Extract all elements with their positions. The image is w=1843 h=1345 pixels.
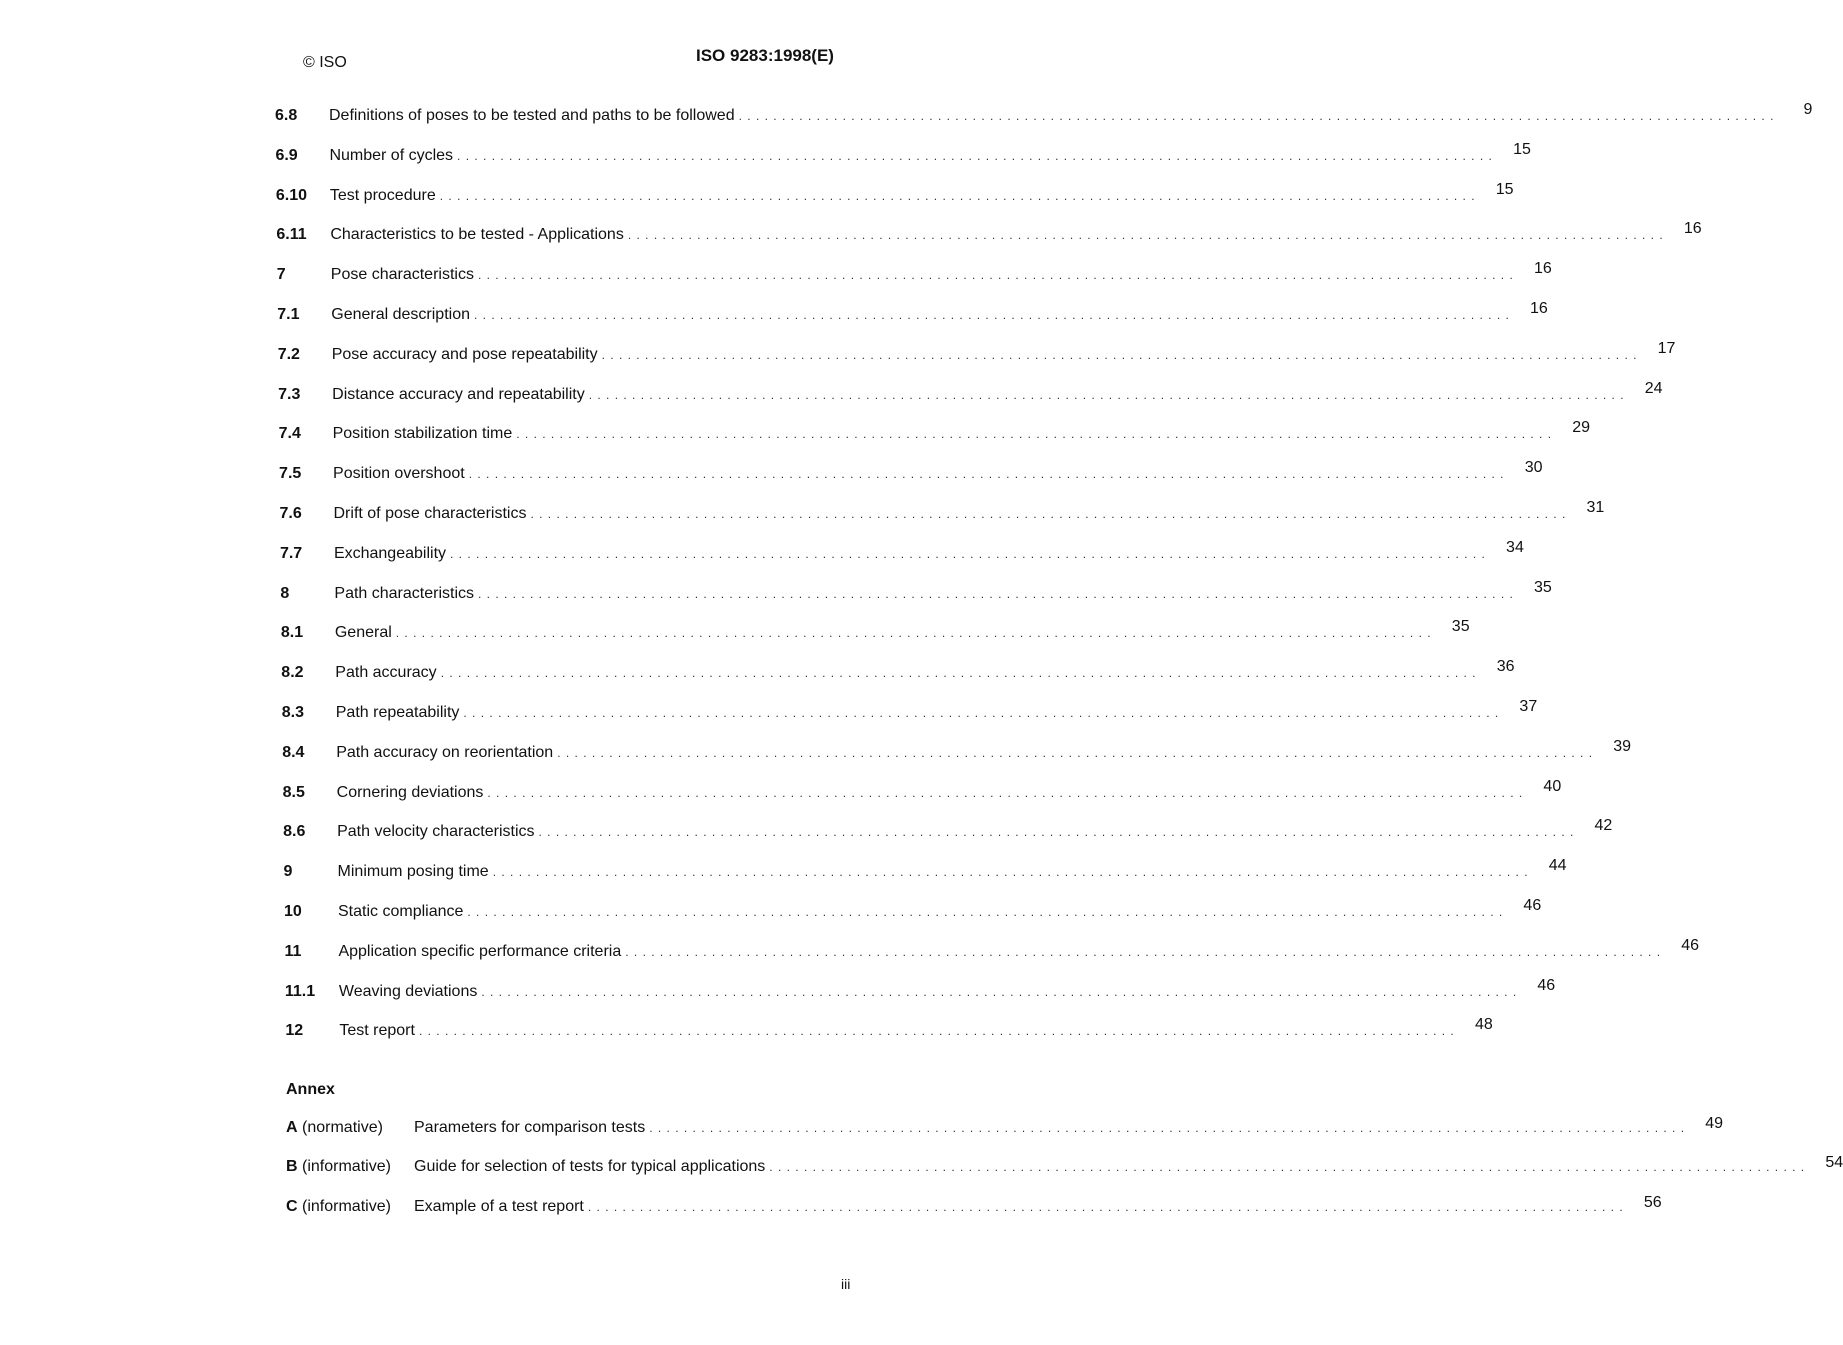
toc-row[interactable]: [284, 976, 1556, 1002]
toc-dot-leader: . . . . . . . . . . . . . . . . . . . . . . . . . . . . . . . . . . . . . . . . . . . . . . . . . . . . . . . . . . . . . . . . . . . . . . . . . . . . . . . . . . . . . . . . . . . . . . . . . . . . . . . . . . . . . . . . . . . . . . . .: [530, 507, 1567, 521]
toc-section-number: 6.10: [275, 186, 308, 204]
toc-row[interactable]: [279, 538, 1524, 564]
annex-title: Guide for selection of tests for typical applications: [414, 1158, 766, 1175]
toc-dot-leader: . . . . . . . . . . . . . . . . . . . . . . . . . . . . . . . . . . . . . . . . . . . . . . . . . . . . . . . . . . . . . . . . . . . . . . . . . . . . . . . . . . . . . . . . . . . . . . . . . . . . . . . . . . . . . . . . . . . . . . . .: [477, 268, 1514, 283]
toc-page-number: 46: [1681, 936, 1700, 954]
toc-row[interactable]: [275, 101, 1813, 126]
toc-section-title: Number of cycles: [329, 146, 454, 164]
toc-page-number: 40: [1543, 777, 1562, 795]
toc-row[interactable]: [282, 737, 1632, 763]
toc-page-number: 17: [1657, 339, 1676, 357]
toc-row[interactable]: [277, 339, 1676, 365]
toc-dot-leader: . . . . . . . . . . . . . . . . . . . . . . . . . . . . . . . . . . . . . . . . . . . . . . . . . . . . . . . . . . . . . . . . . . . . . . . . . . . . . . . . . . . . . . . . . . . . . . . . . . . . . . . . . . . . . . . . . . . . . . . .: [395, 626, 1432, 641]
toc-page-number: 30: [1524, 459, 1543, 477]
header-copyright: © ISO: [303, 54, 347, 71]
toc-row[interactable]: [281, 698, 1538, 723]
toc-dot-leader: . . . . . . . . . . . . . . . . . . . . . . . . . . . . . . . . . . . . . . . . . . . . . . . . . . . . . . . . . . . . . . . . . . . . . . . . . . . . . . . . . . . . . . . . . . . . . . . . . . . . . . . . . . . . . . . . . . . . . . . .: [468, 467, 1505, 482]
toc-dot-leader: . . . . . . . . . . . . . . . . . . . . . . . . . . . . . . . . . . . . . . . . . . . . . . . . . . . . . . . . . . . . . . . . . . . . . . . . . . . . . . . . . . . . . . . . . . . . . . . . . . . . . . . . . . . . . . . . . . . . . . . .: [492, 865, 1529, 880]
annex-title: Parameters for comparison tests: [414, 1119, 646, 1136]
toc-section-number: 8.3: [281, 704, 304, 721]
annex-kind: (informative): [302, 1198, 391, 1215]
toc-section-number: 7.6: [279, 505, 302, 522]
toc-row[interactable]: [275, 180, 1514, 206]
toc-section-number: 6.8: [275, 107, 298, 124]
toc-section-title: Pose characteristics: [330, 266, 474, 284]
toc-page-number: 35: [1451, 618, 1470, 636]
toc-section-number: 11.1: [284, 982, 316, 1000]
annex-label: [286, 1118, 414, 1138]
toc-row[interactable]: [281, 658, 1515, 683]
toc-dot-leader: . . . . . . . . . . . . . . . . . . . . . . . . . . . . . . . . . . . . . . . . . . . . . . . . . . . . . . . . . . . . . . . . . . . . . . . . . . . . . . . . . . . . . . . . . . . . . . . . . . . . . . . . . . . . . . . . . . . . . . . .: [487, 785, 1524, 800]
toc-page-number: 29: [1572, 419, 1591, 437]
toc-section-title: Test procedure: [329, 186, 436, 204]
toc-section-title: Position overshoot: [333, 465, 465, 483]
toc-dot-leader: . . . . . . . . . . . . . . . . . . . . . . . . . . . . . . . . . . . . . . . . . . . . . . . . . . . . . . . . . . . . . . . . . . . . . . . . . . . . . . . . . . . . . . . . . . . . . . . . . . . . . . . . . . . . . . . . . . . . . . . .: [474, 308, 1510, 322]
toc-dot-leader: . . . . . . . . . . . . . . . . . . . . . . . . . . . . . . . . . . . . . . . . . . . . . . . . . . . . . . . . . . . . . . . . . . . . . . . . . . . . . . . . . . . . . . . . . . . . . . . . . . . . . . . . . . . . . . . . . . . . . . . .: [538, 825, 1575, 840]
toc-row[interactable]: [276, 260, 1552, 285]
toc-section-number: 8.2: [281, 664, 304, 682]
toc-section-title: Path velocity characteristics: [337, 823, 535, 841]
toc-row[interactable]: [284, 897, 1542, 922]
toc-section-title: Static compliance: [338, 903, 464, 920]
annex-dot-leader: . . . . . . . . . . . . . . . . . . . . . . . . . . . . . . . . . . . . . . . . . . . . . . . . . . . . . . . . . . . . . . . . . . . . . . . . . . . . . . . . . . . . . . . . . . . . . . . . . . . . . . . . . . . . . . . . . . . . . . . .: [769, 1160, 1806, 1174]
toc-row[interactable]: [280, 578, 1552, 604]
toc-dot-leader: . . . . . . . . . . . . . . . . . . . . . . . . . . . . . . . . . . . . . . . . . . . . . . . . . . . . . . . . . . . . . . . . . . . . . . . . . . . . . . . . . . . . . . . . . . . . . . . . . . . . . . . . . . . . . . . . . . . . . . . .: [467, 905, 1504, 919]
toc-row[interactable]: [280, 618, 1470, 643]
toc-section-number: 12: [285, 1022, 304, 1040]
toc-section-title: Minimum posing time: [337, 863, 489, 881]
toc-row[interactable]: [279, 499, 1605, 524]
toc-row[interactable]: [278, 419, 1591, 444]
toc-row[interactable]: [278, 379, 1663, 405]
annex-dot-leader: . . . . . . . . . . . . . . . . . . . . . . . . . . . . . . . . . . . . . . . . . . . . . . . . . . . . . . . . . . . . . . . . . . . . . . . . . . . . . . . . . . . . . . . . . . . . . . . . . . . . . . . . . . . . . . . . . . . . . . . .: [649, 1121, 1686, 1135]
toc-section-number: 8.5: [282, 783, 305, 801]
toc-dot-leader: . . . . . . . . . . . . . . . . . . . . . . . . . . . . . . . . . . . . . . . . . . . . . . . . . . . . . . . . . . . . . . . . . . . . . . . . . . . . . . . . . . . . . . . . . . . . . . . . . . . . . . . . . . . . . . . . . . . . . . . .: [588, 387, 1625, 402]
toc-section-number: 7: [276, 266, 286, 284]
toc-dot-leader: . . . . . . . . . . . . . . . . . . . . . . . . . . . . . . . . . . . . . . . . . . . . . . . . . . . . . . . . . . . . . . . . . . . . . . . . . . . . . . . . . . . . . . . . . . . . . . . . . . . . . . . . . . . . . . . . . . . . . . . .: [457, 148, 1493, 163]
toc-section-title: Test report: [339, 1022, 415, 1040]
header-standard-id: ISO 9283:1998(E): [696, 46, 834, 65]
annex-letter: C: [286, 1198, 298, 1215]
toc-section-title: Drift of pose characteristics: [333, 505, 527, 522]
toc-page-number: 16: [1683, 220, 1702, 238]
annex-label: [286, 1157, 414, 1177]
toc-row[interactable]: [283, 817, 1613, 842]
toc-section-title: Path repeatability: [335, 704, 460, 721]
annex-kind: (informative): [302, 1158, 391, 1175]
toc-row[interactable]: [282, 777, 1562, 803]
toc-dot-leader: . . . . . . . . . . . . . . . . . . . . . . . . . . . . . . . . . . . . . . . . . . . . . . . . . . . . . . . . . . . . . . . . . . . . . . . . . . . . . . . . . . . . . . . . . . . . . . . . . . . . . . . . . . . . . . . . . . . . . . . .: [440, 666, 1477, 681]
toc-section-title: Pose accuracy and pose repeatability: [331, 345, 598, 363]
toc-row[interactable]: [275, 140, 1531, 166]
toc-row[interactable]: [279, 459, 1543, 484]
toc-page-number: 16: [1534, 260, 1552, 278]
toc-section-title: Distance accuracy and repeatability: [332, 385, 585, 403]
toc-section-title: General description: [331, 306, 470, 323]
toc-section-title: Cornering deviations: [336, 783, 484, 801]
toc-section-number: 9: [283, 863, 293, 881]
toc-dot-leader: . . . . . . . . . . . . . . . . . . . . . . . . . . . . . . . . . . . . . . . . . . . . . . . . . . . . . . . . . . . . . . . . . . . . . . . . . . . . . . . . . . . . . . . . . . . . . . . . . . . . . . . . . . . . . . . . . . . . . . . .: [481, 984, 1518, 999]
toc-section-number: 6.11: [276, 226, 307, 244]
toc-section-number: 7.3: [278, 385, 301, 403]
toc-section-number: 8.4: [282, 743, 305, 761]
toc-section-number: 7.7: [279, 544, 303, 562]
annex-title: Example of a test report: [414, 1198, 584, 1215]
toc-dot-leader: . . . . . . . . . . . . . . . . . . . . . . . . . . . . . . . . . . . . . . . . . . . . . . . . . . . . . . . . . . . . . . . . . . . . . . . . . . . . . . . . . . . . . . . . . . . . . . . . . . . . . . . . . . . . . . . . . . . . . . . .: [439, 188, 1476, 203]
toc-page-number: 37: [1519, 698, 1538, 715]
toc-section-number: 7.2: [277, 345, 300, 363]
toc-row[interactable]: [276, 220, 1702, 245]
toc-section-number: 7.1: [277, 306, 300, 323]
toc-section-number: 8: [280, 584, 290, 602]
toc-dot-leader: . . . . . . . . . . . . . . . . . . . . . . . . . . . . . . . . . . . . . . . . . . . . . . . . . . . . . . . . . . . . . . . . . . . . . . . . . . . . . . . . . . . . . . . . . . . . . . . . . . . . . . . . . . . . . . . . . . . . . . . .: [516, 427, 1553, 442]
toc-dot-leader: . . . . . . . . . . . . . . . . . . . . . . . . . . . . . . . . . . . . . . . . . . . . . . . . . . . . . . . . . . . . . . . . . . . . . . . . . . . . . . . . . . . . . . . . . . . . . . . . . . . . . . . . . . . . . . . . . . . . . . . .: [557, 745, 1594, 760]
toc-dot-leader: . . . . . . . . . . . . . . . . . . . . . . . . . . . . . . . . . . . . . . . . . . . . . . . . . . . . . . . . . . . . . . . . . . . . . . . . . . . . . . . . . . . . . . . . . . . . . . . . . . . . . . . . . . . . . . . . . . . . . . . .: [601, 347, 1638, 362]
annex-kind: (normative): [302, 1119, 383, 1136]
annex-label: [286, 1197, 414, 1217]
toc-row[interactable]: [284, 936, 1700, 962]
toc-dot-leader: . . . . . . . . . . . . . . . . . . . . . . . . . . . . . . . . . . . . . . . . . . . . . . . . . . . . . . . . . . . . . . . . . . . . . . . . . . . . . . . . . . . . . . . . . . . . . . . . . . . . . . . . . . . . . . . . . . . . . . . .: [627, 228, 1664, 243]
toc-section-title: Exchangeability: [333, 544, 447, 562]
toc-section-number: 11: [284, 942, 302, 960]
toc-row[interactable]: [277, 300, 1548, 325]
toc-section-number: 8.6: [283, 823, 306, 841]
toc-page-number: 15: [1513, 140, 1531, 158]
toc-page-number: 46: [1537, 976, 1556, 994]
toc-page-number: 9: [1803, 101, 1813, 118]
toc-section-title: Characteristics to be tested - Applications: [330, 226, 624, 244]
toc-row[interactable]: [283, 857, 1567, 882]
toc-section-title: Path accuracy on reorientation: [336, 743, 554, 761]
toc-page-number: 44: [1548, 857, 1567, 875]
toc-section-number: 7.4: [278, 425, 301, 443]
toc-page-number: 15: [1495, 180, 1514, 198]
toc-section-title: Path characteristics: [334, 584, 474, 602]
annex-letter: B: [286, 1158, 298, 1175]
toc-dot-leader: . . . . . . . . . . . . . . . . . . . . . . . . . . . . . . . . . . . . . . . . . . . . . . . . . . . . . . . . . . . . . . . . . . . . . . . . . . . . . . . . . . . . . . . . . . . . . . . . . . . . . . . . . . . . . . . . . . . . . . . .: [738, 109, 1775, 123]
toc-page-number: 16: [1530, 300, 1548, 317]
toc-section-title: Application specific performance criteria: [338, 942, 622, 960]
annex-page-number: 49: [1705, 1115, 1724, 1132]
toc-section-number: 6.9: [275, 146, 298, 164]
toc-section-title: Definitions of poses to be tested and paths to be followed: [329, 107, 735, 124]
annex-row[interactable]: [286, 1154, 1843, 1177]
toc-section-title: General: [334, 624, 392, 642]
toc-section-number: 8.1: [280, 624, 304, 642]
toc-page-number: 39: [1613, 737, 1632, 755]
toc-section-number: 10: [284, 903, 302, 920]
toc-page-number: 34: [1506, 538, 1524, 556]
toc-page-number: 31: [1586, 499, 1605, 516]
toc-page-number: 36: [1496, 658, 1515, 676]
annex-row[interactable]: [286, 1115, 1724, 1138]
toc-dot-leader: . . . . . . . . . . . . . . . . . . . . . . . . . . . . . . . . . . . . . . . . . . . . . . . . . . . . . . . . . . . . . . . . . . . . . . . . . . . . . . . . . . . . . . . . . . . . . . . . . . . . . . . . . . . . . . . . . . . . . . . .: [450, 546, 1486, 561]
toc-row[interactable]: [285, 1016, 1493, 1041]
toc-dot-leader: . . . . . . . . . . . . . . . . . . . . . . . . . . . . . . . . . . . . . . . . . . . . . . . . . . . . . . . . . . . . . . . . . . . . . . . . . . . . . . . . . . . . . . . . . . . . . . . . . . . . . . . . . . . . . . . . . . . . . . . .: [463, 706, 1500, 720]
toc-dot-leader: . . . . . . . . . . . . . . . . . . . . . . . . . . . . . . . . . . . . . . . . . . . . . . . . . . . . . . . . . . . . . . . . . . . . . . . . . . . . . . . . . . . . . . . . . . . . . . . . . . . . . . . . . . . . . . . . . . . . . . . .: [478, 586, 1514, 601]
toc-page-number: 42: [1594, 817, 1613, 835]
annex-page-number: 56: [1643, 1194, 1662, 1211]
toc-dot-leader: . . . . . . . . . . . . . . . . . . . . . . . . . . . . . . . . . . . . . . . . . . . . . . . . . . . . . . . . . . . . . . . . . . . . . . . . . . . . . . . . . . . . . . . . . . . . . . . . . . . . . . . . . . . . . . . . . . . . . . . .: [625, 944, 1662, 959]
toc-section-title: Path accuracy: [335, 664, 437, 682]
toc-dot-leader: . . . . . . . . . . . . . . . . . . . . . . . . . . . . . . . . . . . . . . . . . . . . . . . . . . . . . . . . . . . . . . . . . . . . . . . . . . . . . . . . . . . . . . . . . . . . . . . . . . . . . . . . . . . . . . . . . . . . . . . .: [418, 1024, 1455, 1039]
toc-section-title: Weaving deviations: [338, 982, 478, 1000]
annex-dot-leader: . . . . . . . . . . . . . . . . . . . . . . . . . . . . . . . . . . . . . . . . . . . . . . . . . . . . . . . . . . . . . . . . . . . . . . . . . . . . . . . . . . . . . . . . . . . . . . . . . . . . . . . . . . . . . . . . . . . . . . . .: [587, 1200, 1624, 1214]
toc-page-number: 48: [1474, 1016, 1493, 1034]
toc-section-number: 7.5: [279, 465, 302, 483]
annex-row[interactable]: [286, 1194, 1662, 1217]
annex-heading: Annex: [286, 1081, 335, 1098]
toc-page-number: 46: [1523, 897, 1542, 914]
toc-page-number: 35: [1534, 578, 1552, 596]
toc-section-title: Position stabilization time: [332, 425, 513, 443]
annex-letter: A: [286, 1119, 298, 1136]
annex-page-number: 54: [1825, 1154, 1843, 1171]
toc-page-number: 24: [1644, 379, 1663, 397]
page-number: iii: [841, 1276, 851, 1292]
